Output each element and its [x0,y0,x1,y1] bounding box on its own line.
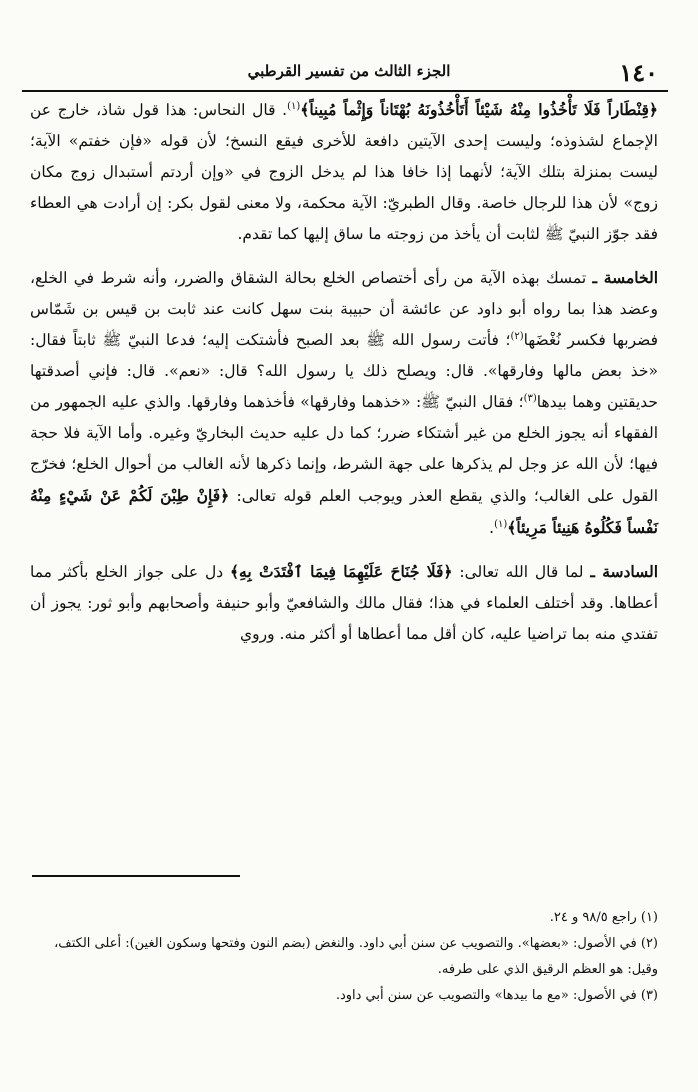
quran-verse-1: ﴿قِنْطَاراً فَلَا تَأْخُذُوا مِنْهُ شَيْئاً أَتَأْخُذُونَهُ بُهْتَاناً وَإِثْماً مُبِيناً﴾ [300,100,658,119]
page-header [30,52,668,94]
paragraph-1-text: . قال النحاس: هذا قول شاذ، خارج عن الإجماع لشذوذه؛ وليست إحدى الآيتين دافعة للأخرى فيقع النسخ؛ لأن قوله «فإن خفتم» الآية؛ ليست بمنزلة بتلك الآية؛ لأنهما إذا خافا هذا لم يدخل الزوج في «وإن أردتم أستبدال زوج مكان زوج» لأن هذا للرجال خاصة. وقال الطبريّ: الآية محكمة، ولا معنى لقول بكر: إن أرادت هي العطاء فقد جوّز النبيّ ﷺ لثابت أن يأخذ من زوجته ما ساق إليها كما تقدم. [30,101,658,243]
footnote-ref-1: (١) [287,100,301,112]
page-number: ١٤٠ [619,58,658,87]
header-rule [22,90,668,92]
footnote-ref-2: (٢) [510,330,524,342]
paragraph-2-text-3: ؛ فقال النبيّ ﷺ: «خذهما وفارقها» فأخذهما وفارقها. والذي عليه الجمهور من الفقهاء أنه يجوز الخلع من غير أشتكاء ضرر؛ كما دل عليه حديث البخاريّ وغيره. وأما الآية فلا حجة فيها؛ لأن الله عز وجل لم يذكرها على جهة الشرط، وإنما ذكرها لأنه الغالب من أحوال الخلع؛ فخرّج القول على الغالب؛ والذي يقطع العذر ويوجب العلم قوله تعالى: [30,393,658,505]
footnote-ref-3: (٣) [523,392,537,404]
footnote: (١) راجع ٩٨/٥ و ٢٤. [549,910,658,925]
paragraph-3-text-1: لما قال الله تعالى: [452,563,591,581]
paragraph-2-text-4: . [489,519,495,537]
footnote: (٣) في الأصول: «مع ما بيدها» والتصويب عن سنن أبي داود. [335,988,658,1003]
section-label-sixth: السادسة ـ [590,562,659,581]
running-title: الجزء الثالث من تفسير القرطبي [247,62,451,80]
body-text [30,94,658,650]
section-label-fifth: الخامسة ـ [592,268,659,287]
paragraph-3 [30,556,658,650]
paragraph-2-text-1: تمسك بهذه الآية من رأى أختصاص الخلع بحالة الشقاق والضرر، وأنه شرط في الخلع، وعضد هذا بما رواه أبو داود عن عائشة أن حبيبة بنت سهل كانت عند ثابت بن قيس بن شَمّاس فضربها فكسر نُغْضَها [30,269,658,349]
footnote-ref-4: (١) [494,518,508,530]
footnotes [30,905,658,1009]
footnote-rule [32,875,240,877]
quran-verse-2: ﴿فَإِنْ طِبْنَ لَكُمْ عَنْ شَيْءٍ مِنْهُ نَفْساً فَكُلُوهُ هَنِيئاً مَرِيئاً﴾ [30,486,658,537]
paragraph-1 [30,94,658,250]
footnote: (٢) في الأصول: «بعضها». والتصويب عن سنن أبي داود. والنغض (بضم النون وفتحها وسكون الغين): أعلى الكتف، وقيل: هو العظم الرقيق الذي على طرفه. [54,936,658,977]
paragraph-2 [30,262,658,544]
paragraph-2-text-2: ؛ فأتت رسول الله ﷺ بعد الصبح فأشتكت إليه؛ فدعا النبيّ ﷺ ثابتاً فقال: «خذ بعض مالها وفارقها». قال: ويصلح ذلك يا رسول الله؟ قال: «نعم». قال: فإني أصدقتها حديقتين وهما بيدها [30,331,658,411]
quran-verse-3: ﴿فَلَا جُنَاحَ عَلَيْهِمَا فِيمَا ٱفْتَدَتْ بِهِ﴾ [229,562,453,581]
paragraph-3-text-2: دل على جواز الخلع بأكثر مما أعطاها. وقد أختلف العلماء في هذا؛ فقال مالك والشافعيّ وأبو حنيفة وأصحابهم وأبو ثور: يجوز أن تفتدي منه بما تراضيا عليه، كان أقل مما أعطاها أو أكثر منه. وروي [30,563,659,643]
